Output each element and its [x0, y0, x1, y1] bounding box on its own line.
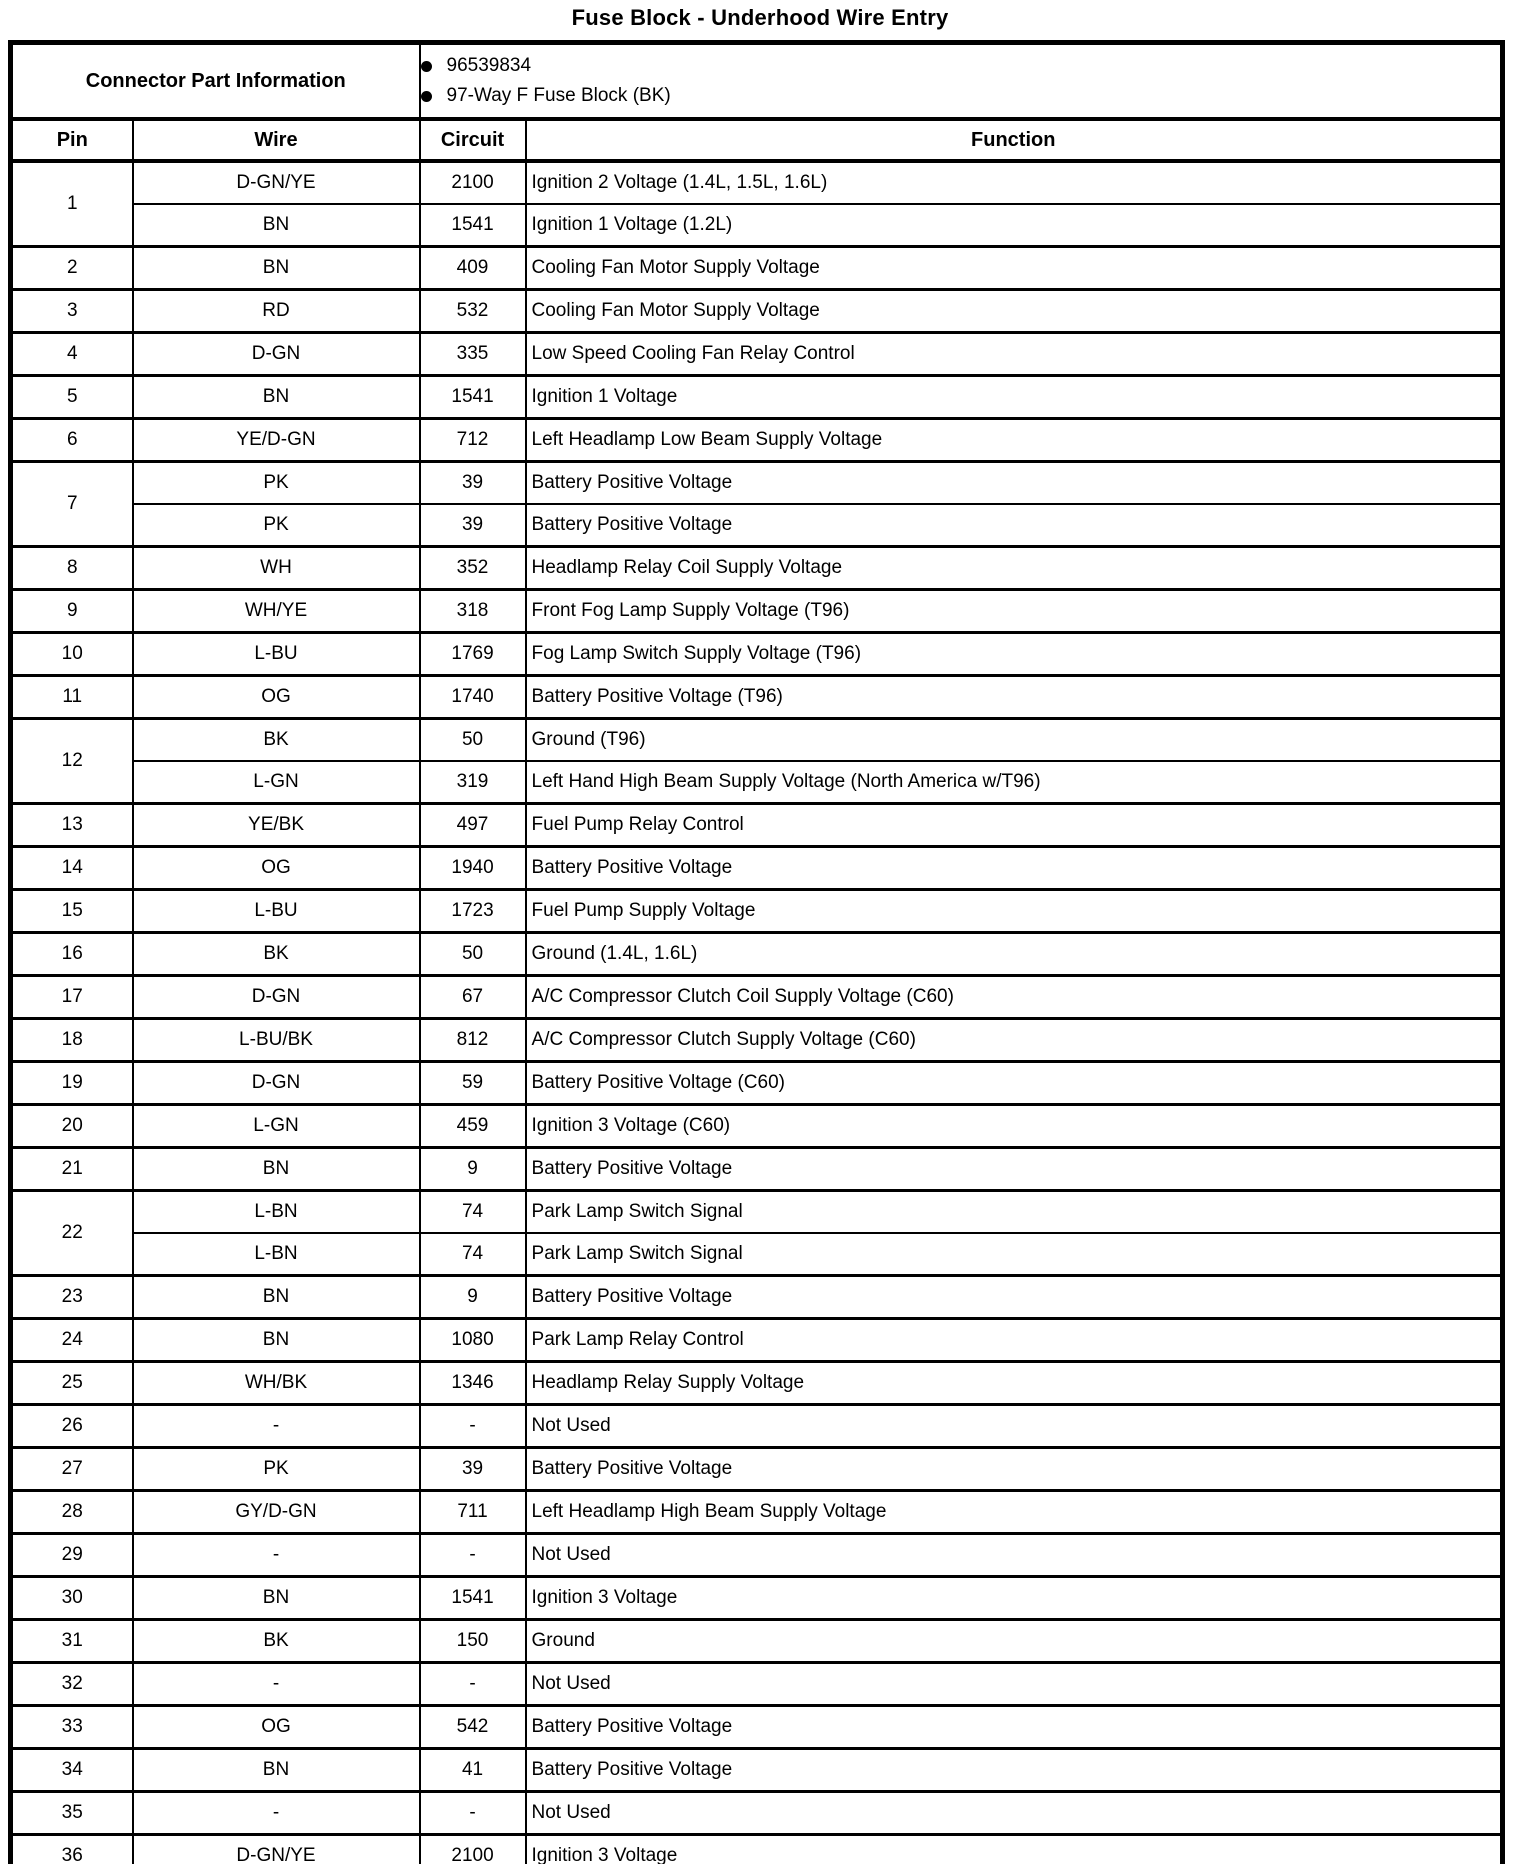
pin-cell: 8 [11, 547, 133, 590]
pin-cell: 24 [11, 1319, 133, 1362]
pin-cell: 6 [11, 419, 133, 462]
table-row [11, 1362, 1503, 1405]
table-body [11, 161, 1503, 1864]
table-row [11, 462, 1503, 505]
bullet-icon [421, 61, 432, 72]
circuit-cell: 74 [420, 1191, 526, 1234]
function-cell: Ground (1.4L, 1.6L) [526, 933, 1503, 976]
wire-cell: PK [133, 462, 420, 505]
column-header-function: Function [526, 119, 1503, 161]
circuit-cell: 409 [420, 247, 526, 290]
wire-cell: BN [133, 204, 420, 247]
circuit-cell: 532 [420, 290, 526, 333]
table-row [11, 804, 1503, 847]
circuit-cell: 1541 [420, 204, 526, 247]
wire-cell: PK [133, 504, 420, 547]
pin-cell: 1 [11, 161, 133, 247]
function-cell: Park Lamp Switch Signal [526, 1191, 1503, 1234]
wire-cell: L-BU [133, 633, 420, 676]
circuit-cell: 335 [420, 333, 526, 376]
circuit-cell: 711 [420, 1491, 526, 1534]
pin-cell: 31 [11, 1620, 133, 1663]
table-row [11, 633, 1503, 676]
table-row [11, 761, 1503, 804]
wire-cell: WH [133, 547, 420, 590]
function-cell: Fuel Pump Relay Control [526, 804, 1503, 847]
table-row [11, 1148, 1503, 1191]
table-row [11, 1706, 1503, 1749]
pin-cell: 32 [11, 1663, 133, 1706]
wire-cell: OG [133, 847, 420, 890]
wire-cell: BN [133, 376, 420, 419]
table-row [11, 1534, 1503, 1577]
function-cell: Battery Positive Voltage [526, 847, 1503, 890]
table-row [11, 1448, 1503, 1491]
function-cell: Front Fog Lamp Supply Voltage (T96) [526, 590, 1503, 633]
function-cell: Fog Lamp Switch Supply Voltage (T96) [526, 633, 1503, 676]
table-row [11, 933, 1503, 976]
circuit-cell: - [420, 1405, 526, 1448]
pin-cell: 30 [11, 1577, 133, 1620]
pin-cell: 18 [11, 1019, 133, 1062]
circuit-cell: 9 [420, 1148, 526, 1191]
function-cell: Battery Positive Voltage [526, 462, 1503, 505]
table-row [11, 976, 1503, 1019]
table-row [11, 333, 1503, 376]
function-cell: Ground (T96) [526, 719, 1503, 762]
function-cell: Left Hand High Beam Supply Voltage (North America w/T96) [526, 761, 1503, 804]
pin-cell: 2 [11, 247, 133, 290]
function-cell: Low Speed Cooling Fan Relay Control [526, 333, 1503, 376]
pin-cell: 27 [11, 1448, 133, 1491]
function-cell: Ignition 2 Voltage (1.4L, 1.5L, 1.6L) [526, 161, 1503, 204]
table-row [11, 1233, 1503, 1276]
wire-cell: BN [133, 1577, 420, 1620]
function-cell: Left Headlamp Low Beam Supply Voltage [526, 419, 1503, 462]
circuit-cell: 67 [420, 976, 526, 1019]
wire-cell: D-GN/YE [133, 1835, 420, 1864]
connector-bullet-item [421, 81, 1500, 111]
function-cell: Fuel Pump Supply Voltage [526, 890, 1503, 933]
table-row [11, 1319, 1503, 1362]
wire-cell: BN [133, 1319, 420, 1362]
table-row [11, 161, 1503, 204]
table-row [11, 890, 1503, 933]
table-row [11, 1019, 1503, 1062]
pin-cell: 12 [11, 719, 133, 804]
table-row [11, 719, 1503, 762]
circuit-cell: 497 [420, 804, 526, 847]
wire-cell: WH/BK [133, 1362, 420, 1405]
table-row [11, 590, 1503, 633]
function-cell: Headlamp Relay Supply Voltage [526, 1362, 1503, 1405]
wire-cell: L-BU [133, 890, 420, 933]
function-cell: Ignition 3 Voltage (C60) [526, 1105, 1503, 1148]
wire-cell: - [133, 1663, 420, 1706]
circuit-cell: 459 [420, 1105, 526, 1148]
wire-cell: BN [133, 1276, 420, 1319]
circuit-cell: 1080 [420, 1319, 526, 1362]
function-cell: Battery Positive Voltage (T96) [526, 676, 1503, 719]
pin-cell: 29 [11, 1534, 133, 1577]
wire-cell: BN [133, 1749, 420, 1792]
function-cell: Ignition 1 Voltage (1.2L) [526, 204, 1503, 247]
circuit-cell: 50 [420, 719, 526, 762]
pin-cell: 28 [11, 1491, 133, 1534]
pin-cell: 7 [11, 462, 133, 547]
circuit-cell: 150 [420, 1620, 526, 1663]
function-cell: Ground [526, 1620, 1503, 1663]
circuit-cell: 1940 [420, 847, 526, 890]
page-title: Fuse Block - Underhood Wire Entry [571, 5, 949, 30]
pin-cell: 34 [11, 1749, 133, 1792]
function-cell: Battery Positive Voltage [526, 1276, 1503, 1319]
function-cell: Headlamp Relay Coil Supply Voltage [526, 547, 1503, 590]
connector-info-row [11, 43, 1503, 120]
pin-cell: 25 [11, 1362, 133, 1405]
table-row [11, 1105, 1503, 1148]
pin-cell: 26 [11, 1405, 133, 1448]
circuit-cell: 9 [420, 1276, 526, 1319]
function-cell: Battery Positive Voltage [526, 1448, 1503, 1491]
wire-cell: - [133, 1405, 420, 1448]
table-row [11, 847, 1503, 890]
table-header [11, 43, 1503, 162]
table-row [11, 1276, 1503, 1319]
function-cell: Battery Positive Voltage [526, 504, 1503, 547]
table-row [11, 1577, 1503, 1620]
function-cell: Park Lamp Switch Signal [526, 1233, 1503, 1276]
function-cell: Battery Positive Voltage (C60) [526, 1062, 1503, 1105]
wire-cell: BN [133, 247, 420, 290]
pin-cell: 21 [11, 1148, 133, 1191]
wire-cell: OG [133, 676, 420, 719]
function-cell: Ignition 3 Voltage [526, 1577, 1503, 1620]
circuit-cell: 712 [420, 419, 526, 462]
pin-cell: 13 [11, 804, 133, 847]
circuit-cell: 1541 [420, 1577, 526, 1620]
circuit-cell: 1541 [420, 376, 526, 419]
wire-cell: RD [133, 290, 420, 333]
wire-cell: D-GN [133, 976, 420, 1019]
function-cell: Cooling Fan Motor Supply Voltage [526, 290, 1503, 333]
circuit-cell: 1769 [420, 633, 526, 676]
connector-bullet-item [421, 51, 1500, 81]
table-row [11, 1663, 1503, 1706]
wire-cell: L-BU/BK [133, 1019, 420, 1062]
wire-cell: PK [133, 1448, 420, 1491]
table-row [11, 376, 1503, 419]
wire-cell: - [133, 1534, 420, 1577]
wire-cell: L-GN [133, 1105, 420, 1148]
table-row [11, 204, 1503, 247]
pin-cell: 14 [11, 847, 133, 890]
wire-cell: D-GN [133, 1062, 420, 1105]
circuit-cell: 39 [420, 462, 526, 505]
circuit-cell: 59 [420, 1062, 526, 1105]
wire-cell: OG [133, 1706, 420, 1749]
wire-cell: GY/D-GN [133, 1491, 420, 1534]
pin-cell: 5 [11, 376, 133, 419]
circuit-cell: 542 [420, 1706, 526, 1749]
pin-cell: 36 [11, 1835, 133, 1864]
circuit-cell: 1723 [420, 890, 526, 933]
circuit-cell: 352 [420, 547, 526, 590]
wire-cell: L-BN [133, 1191, 420, 1234]
table-row [11, 1792, 1503, 1835]
pin-cell: 35 [11, 1792, 133, 1835]
circuit-cell: 74 [420, 1233, 526, 1276]
table-row [11, 1620, 1503, 1663]
table-row [11, 419, 1503, 462]
table-row [11, 1191, 1503, 1234]
bullet-icon [421, 91, 432, 102]
circuit-cell: - [420, 1663, 526, 1706]
wire-cell: WH/YE [133, 590, 420, 633]
circuit-cell: 812 [420, 1019, 526, 1062]
wire-cell: L-BN [133, 1233, 420, 1276]
circuit-cell: 1346 [420, 1362, 526, 1405]
wire-cell: YE/D-GN [133, 419, 420, 462]
pin-cell: 20 [11, 1105, 133, 1148]
function-cell: Not Used [526, 1663, 1503, 1706]
table-row [11, 1491, 1503, 1534]
pin-cell: 10 [11, 633, 133, 676]
wire-cell: BN [133, 1148, 420, 1191]
function-cell: A/C Compressor Clutch Supply Voltage (C60) [526, 1019, 1503, 1062]
function-cell: Battery Positive Voltage [526, 1749, 1503, 1792]
pin-cell: 15 [11, 890, 133, 933]
pin-cell: 33 [11, 1706, 133, 1749]
pin-cell: 16 [11, 933, 133, 976]
function-cell: Battery Positive Voltage [526, 1706, 1503, 1749]
table-row [11, 1749, 1503, 1792]
pin-cell: 11 [11, 676, 133, 719]
pin-cell: 17 [11, 976, 133, 1019]
table-row [11, 1062, 1503, 1105]
pin-cell: 23 [11, 1276, 133, 1319]
function-cell: Battery Positive Voltage [526, 1148, 1503, 1191]
function-cell: Ignition 1 Voltage [526, 376, 1503, 419]
circuit-cell: - [420, 1534, 526, 1577]
connector-part-info-values [420, 43, 1503, 120]
function-cell: Ignition 3 Voltage [526, 1835, 1503, 1864]
table-row [11, 247, 1503, 290]
function-cell: Not Used [526, 1534, 1503, 1577]
pin-cell: 9 [11, 590, 133, 633]
function-cell: Park Lamp Relay Control [526, 1319, 1503, 1362]
circuit-cell: 39 [420, 1448, 526, 1491]
circuit-cell: 318 [420, 590, 526, 633]
table-row [11, 676, 1503, 719]
circuit-cell: 2100 [420, 161, 526, 204]
wire-cell: D-GN/YE [133, 161, 420, 204]
pin-cell: 3 [11, 290, 133, 333]
table-row [11, 290, 1503, 333]
function-cell: A/C Compressor Clutch Coil Supply Voltage (C60) [526, 976, 1503, 1019]
table-row [11, 504, 1503, 547]
column-header-circuit: Circuit [420, 119, 526, 161]
connector-part-info-label: Connector Part Information [11, 43, 420, 120]
wire-cell: D-GN [133, 333, 420, 376]
pinout-table [8, 40, 1505, 1864]
wire-cell: - [133, 1792, 420, 1835]
wire-cell: BK [133, 1620, 420, 1663]
table-row [11, 1835, 1503, 1864]
wire-cell: YE/BK [133, 804, 420, 847]
bullet-text: 97-Way F Fuse Block (BK) [446, 85, 671, 106]
circuit-cell: - [420, 1792, 526, 1835]
bullet-text: 96539834 [446, 55, 532, 76]
circuit-cell: 319 [420, 761, 526, 804]
pin-cell: 4 [11, 333, 133, 376]
circuit-cell: 50 [420, 933, 526, 976]
table-row [11, 547, 1503, 590]
wire-cell: L-GN [133, 761, 420, 804]
circuit-cell: 39 [420, 504, 526, 547]
pin-cell: 22 [11, 1191, 133, 1276]
wire-cell: BK [133, 933, 420, 976]
circuit-cell: 2100 [420, 1835, 526, 1864]
pin-cell: 19 [11, 1062, 133, 1105]
column-header-wire: Wire [133, 119, 420, 161]
function-cell: Cooling Fan Motor Supply Voltage [526, 247, 1503, 290]
wire-cell: BK [133, 719, 420, 762]
circuit-cell: 1740 [420, 676, 526, 719]
function-cell: Not Used [526, 1792, 1503, 1835]
function-cell: Not Used [526, 1405, 1503, 1448]
table-row [11, 1405, 1503, 1448]
circuit-cell: 41 [420, 1749, 526, 1792]
column-header-pin: Pin [11, 119, 133, 161]
column-header-row [11, 119, 1503, 161]
function-cell: Left Headlamp High Beam Supply Voltage [526, 1491, 1503, 1534]
